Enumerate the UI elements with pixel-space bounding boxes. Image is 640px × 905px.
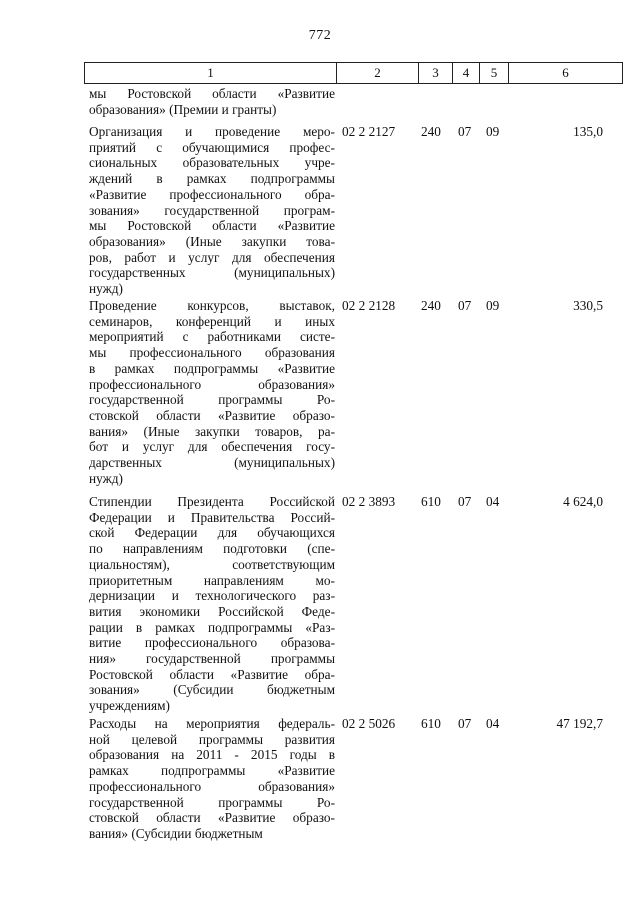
description-line: вития экономики Российской Феде-: [89, 603, 335, 619]
row-subsection: 04: [486, 494, 500, 509]
description-line: нужд): [89, 281, 123, 297]
description-line: учреждениям): [89, 698, 170, 714]
description-line: ния» государственной программы: [89, 651, 335, 667]
description-line: рации в рамках подпрограммы «Раз-: [89, 619, 335, 635]
description-line: бот и услуг для обеспечения госу-: [89, 439, 335, 455]
description-line: витие профессионального образова-: [89, 635, 335, 651]
description-line: Ростовской области «Развитие обра-: [89, 666, 335, 682]
description-line: Расходы на мероприятия федераль-: [89, 716, 335, 731]
row-description: [89, 494, 335, 714]
header-col-6: 6: [508, 63, 622, 83]
row-description: [89, 124, 335, 297]
row-expense-type: 610: [421, 494, 441, 509]
description-line: ров, работ и услуг для обеспечения: [89, 249, 335, 265]
row-description: [89, 716, 335, 842]
row-amount: 135,0: [573, 124, 603, 139]
description-line: ной целевой программы развития: [89, 731, 335, 747]
row-amount: 330,5: [573, 298, 603, 313]
row-expense-type: 240: [421, 124, 441, 139]
row-expense-type: 240: [421, 298, 441, 313]
description-line: профессионального образования»: [89, 376, 335, 392]
description-line: сиональных образовательных учре-: [89, 155, 335, 171]
row-code: 02 2 2127: [342, 124, 396, 139]
description-line: вания» (Субсидии бюджетным: [89, 825, 263, 841]
page-number: 772: [308, 28, 332, 43]
description-line: образования» (Премии и гранты): [89, 101, 277, 117]
description-line: государственных (муниципальных): [89, 265, 335, 281]
description-line: мы Ростовской области «Развитие: [89, 86, 335, 101]
description-line: Организация и проведение меро-: [89, 124, 335, 139]
row-subsection: 04: [486, 716, 500, 731]
description-line: нужд): [89, 470, 123, 486]
description-line: дарственных (муниципальных): [89, 455, 335, 471]
row-expense-type: 610: [421, 716, 441, 731]
description-line: образования на 2011 - 2015 годы в: [89, 747, 335, 763]
description-line: зования» государственной програм-: [89, 202, 335, 218]
row-description: [89, 298, 335, 486]
description-line: дернизации и технологического раз-: [89, 588, 335, 604]
description-line: государственной программы Ро-: [89, 392, 335, 408]
description-line: образования» (Иные закупки това-: [89, 233, 335, 249]
row-subsection: 09: [486, 124, 500, 139]
description-line: ской Федерации для обучающихся: [89, 525, 335, 541]
row-section: 07: [458, 494, 472, 509]
row-code: 02 2 2128: [342, 298, 396, 313]
description-line: профессионального образования»: [89, 778, 335, 794]
budget-table: [84, 62, 623, 884]
header-col-5: 5: [479, 63, 508, 83]
row-code: 02 2 3893: [342, 494, 396, 509]
header-col-4: 4: [452, 63, 479, 83]
row-section: 07: [458, 716, 472, 731]
description-line: стовской области «Развитие образо-: [89, 810, 335, 826]
row-section: 07: [458, 298, 472, 313]
description-line: государственной программы Ро-: [89, 794, 335, 810]
description-line: приятий с обучающимися профес-: [89, 139, 335, 155]
header-col-1: 1: [207, 65, 214, 80]
description-line: ждений в рамках подпрограммы: [89, 171, 335, 187]
description-line: зования» (Субсидии бюджетным: [89, 682, 335, 698]
description-line: семинаров, конференций и иных: [89, 313, 335, 329]
description-line: Федерации и Правительства Россий-: [89, 509, 335, 525]
table-header-row: [84, 62, 623, 84]
description-line: «Развитие профессионального обра-: [89, 186, 335, 202]
description-line: Стипендии Президента Российской: [89, 494, 335, 509]
description-line: вания» (Иные закупки товаров, ра-: [89, 423, 335, 439]
table-body: [84, 84, 623, 884]
description-line: мероприятий с работниками систе-: [89, 329, 335, 345]
description-line: рамках подпрограммы «Развитие: [89, 763, 335, 779]
row-section: 07: [458, 124, 472, 139]
description-line: по направлениям подготовки (спе-: [89, 541, 335, 557]
header-col-3: 3: [418, 63, 452, 83]
description-line: в рамках подпрограммы «Развитие: [89, 360, 335, 376]
row-code: 02 2 5026: [342, 716, 396, 731]
description-line: приоритетным направлениям мо-: [89, 572, 335, 588]
row-amount: 47 192,7: [556, 716, 603, 731]
row-amount: 4 624,0: [563, 494, 603, 509]
description-line: стовской области «Развитие образо-: [89, 407, 335, 423]
row-subsection: 09: [486, 298, 500, 313]
header-col-2: 2: [336, 63, 418, 83]
row-description: [89, 86, 335, 117]
description-line: циальностям), соответствующим: [89, 556, 335, 572]
description-line: Проведение конкурсов, выставок,: [89, 298, 335, 313]
description-line: мы Ростовской области «Развитие: [89, 218, 335, 234]
description-line: мы профессионального образования: [89, 345, 335, 361]
